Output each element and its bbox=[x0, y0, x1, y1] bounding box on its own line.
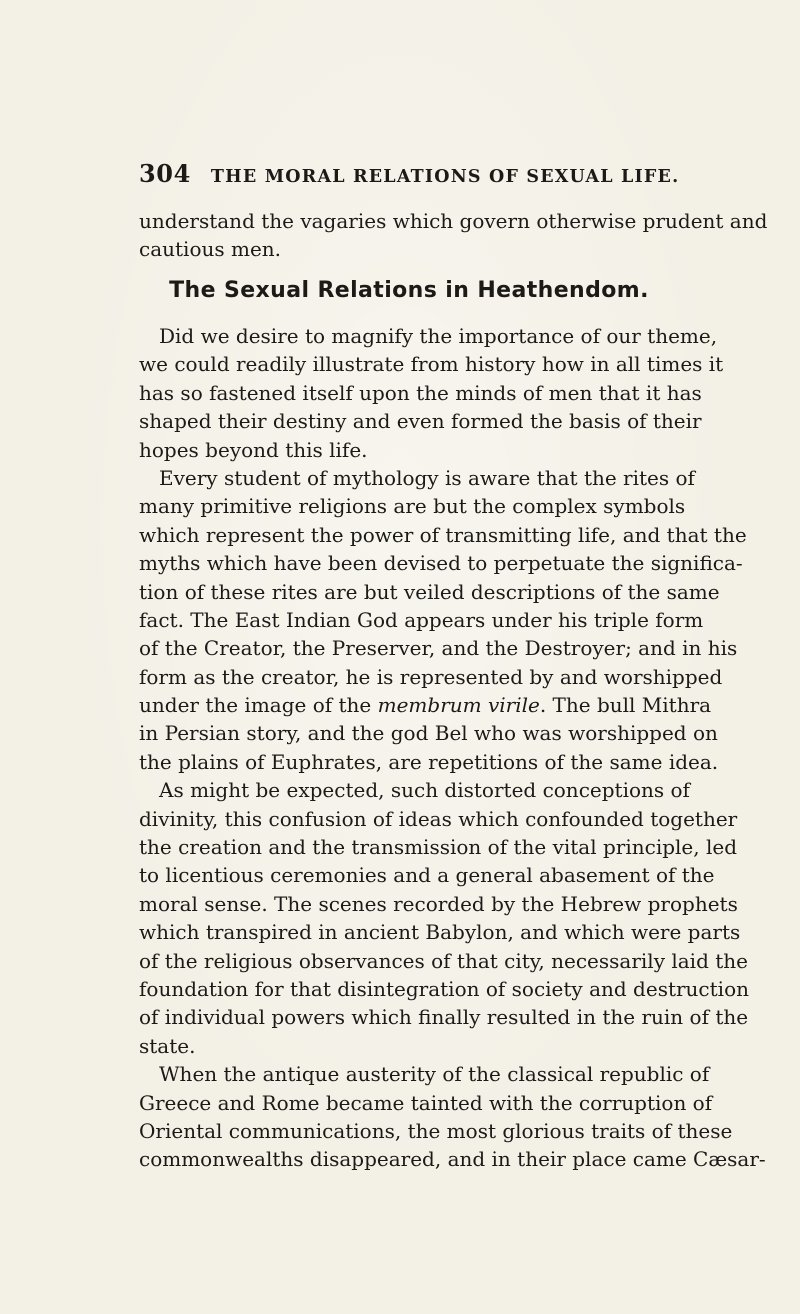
text-line: has so fastened itself upon the minds of men that it has bbox=[139, 380, 702, 405]
text-line: Did we desire to magnify the importance of our theme, bbox=[159, 324, 718, 348]
running-title: THE MORAL RELATIONS OF SEXUAL LIFE. bbox=[210, 167, 680, 187]
text-line: the plains of Euphrates, are repetitions of the same idea. bbox=[139, 749, 719, 774]
text-line: Every student of mythology is aware that the rites of bbox=[159, 465, 695, 490]
body-text bbox=[139, 322, 766, 1174]
text-fragment: under the image of the bbox=[139, 693, 378, 718]
text-line: shaped their destiny and even formed the basis of their bbox=[139, 409, 702, 434]
text-line: in Persian story, and the god Bel who was worshipped on bbox=[139, 721, 718, 746]
text-line: fact. The East Indian God appears under his triple form bbox=[139, 607, 704, 632]
text-line: When the antique austerity of the classical republic of bbox=[159, 1062, 710, 1087]
text-line: state. bbox=[139, 1033, 196, 1058]
text-line: Oriental communications, the most glorious traits of these bbox=[139, 1118, 733, 1143]
text-line: hopes beyond this life. bbox=[139, 437, 368, 462]
running-head bbox=[139, 159, 679, 188]
intro-text bbox=[139, 207, 768, 264]
text-line: divinity, this confusion of ideas which confounded together bbox=[139, 806, 738, 831]
text-line: As might be expected, such distorted conceptions of bbox=[159, 778, 690, 803]
text-line: which represent the power of transmitting life, and that the bbox=[139, 522, 747, 547]
italic-term: membrum virile bbox=[377, 693, 540, 718]
text-line: of individual powers which finally resulted in the ruin of the bbox=[139, 1005, 749, 1030]
text-line: myths which have been devised to perpetuate the significa- bbox=[139, 551, 743, 576]
text-line: moral sense. The scenes recorded by the Hebrew prophets bbox=[139, 891, 738, 916]
text-line: many primitive religions are but the complex symbols bbox=[139, 494, 686, 519]
text-line: we could readily illustrate from history how in all times it bbox=[139, 352, 724, 377]
text-line: to licentious ceremonies and a general abasement of the bbox=[139, 863, 715, 888]
text-line: of the religious observances of that city, necessarily laid the bbox=[139, 948, 748, 973]
text-line: foundation for that disintegration of society and destruction bbox=[139, 976, 749, 1001]
text-line-with-italic bbox=[139, 691, 712, 719]
text-line: form as the creator, he is represented by and worshipped bbox=[139, 664, 723, 689]
page-number: 304 bbox=[139, 159, 191, 188]
text-line: cautious men. bbox=[139, 237, 282, 262]
text-line: Greece and Rome became tainted with the corruption of bbox=[139, 1090, 713, 1115]
text-line: commonwealths disappeared, and in their place came Cæsar- bbox=[139, 1147, 766, 1172]
text-line: which transpired in ancient Babylon, and which were parts bbox=[139, 920, 741, 945]
text-fragment: . The bull Mithra bbox=[539, 693, 712, 718]
text-line: of the Creator, the Preserver, and the Destroyer; and in his bbox=[139, 636, 738, 661]
text-line: the creation and the transmission of the vital principle, led bbox=[139, 835, 737, 860]
text-line: understand the vagaries which govern otherwise prudent and bbox=[139, 209, 768, 233]
text-line: tion of these rites are but veiled descriptions of the same bbox=[139, 579, 720, 604]
section-heading: The Sexual Relations in Heathendom. bbox=[169, 278, 649, 303]
